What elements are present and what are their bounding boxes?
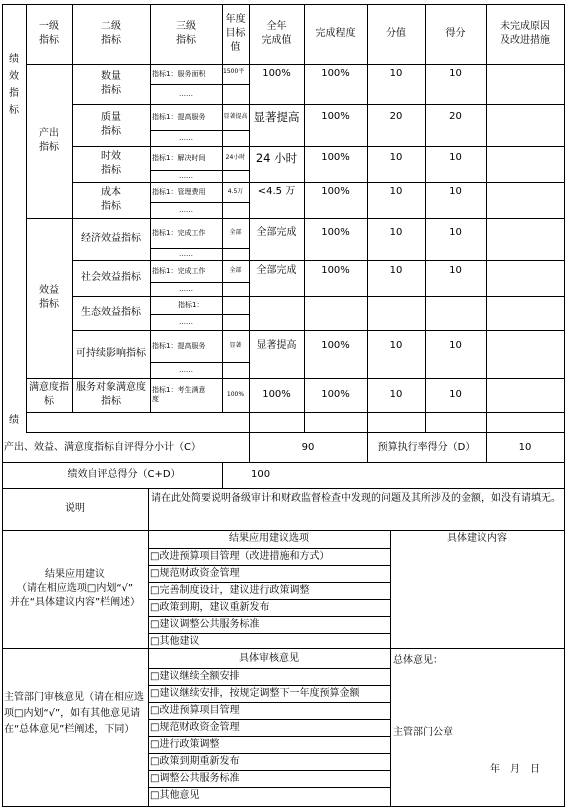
indicator-quality-more: …… [179, 133, 193, 142]
target-quality: 显著提高 [223, 113, 248, 120]
target-cost: 4.5万 [227, 188, 244, 195]
checkbox-option[interactable]: □进行政策调整 [150, 738, 220, 750]
actual-quality: 显著提高 [253, 110, 300, 124]
note-text: 请在此处简要说明备级审计和财政监督检查中发现的问题及其所涉及的金额，如没有请填无。 [151, 493, 561, 504]
checkbox-option[interactable]: □政策到期，建议重新发布 [150, 601, 270, 613]
sub-economic: 经济效益指标 [81, 233, 141, 244]
grid-line [26, 432, 565, 433]
indicator-economic-more: …… [179, 249, 193, 258]
indicator-cost: 指标1：管理费用 [152, 187, 206, 196]
header-level3: 三级 指标 [176, 21, 196, 46]
rate-quality: 100% [321, 111, 350, 122]
checkbox-option[interactable]: □建议继续全额安排 [150, 670, 240, 682]
rate-social: 100% [321, 265, 350, 276]
actual-quantity: 100% [262, 68, 291, 79]
score-economic: 10 [389, 227, 403, 238]
rate-economic: 100% [321, 227, 350, 238]
subtotal-value: 90 [301, 442, 315, 453]
audit-overall-label: 总体意见： [393, 655, 443, 666]
sub-quality: 质量 指标 [101, 112, 121, 137]
total-value: 100 [251, 469, 271, 480]
sub-quantity: 数量 指标 [101, 71, 121, 96]
actual-timeliness: 24 小时 [255, 151, 298, 165]
grid-line [26, 412, 565, 413]
score-sustainable: 10 [389, 340, 403, 351]
checkbox-option[interactable]: □完善制度设计，建议进行政策调整 [150, 584, 310, 596]
budget-label: 预算执行率得分（D） [377, 442, 476, 453]
indicator-quantity: 指标1：服务面积 [152, 69, 206, 78]
grid-line [564, 4, 565, 807]
indicator-ecological-more: …… [179, 317, 193, 326]
target-timeliness: 24小时 [225, 154, 246, 161]
budget-value: 10 [518, 442, 532, 453]
actual-service: 100% [262, 389, 291, 400]
subtotal-label: 产出、效益、满意度指标自评得分小计（C） [4, 442, 201, 453]
sub-sustainable: 可持续影响指标 [76, 348, 146, 359]
checkbox-option[interactable]: □政策到期重新发布 [150, 755, 240, 767]
actual-cost: <4.5 万 [257, 186, 296, 197]
score-quantity: 10 [389, 68, 403, 79]
got-economic: 10 [449, 227, 462, 238]
target-sustainable: 显著 [229, 342, 242, 349]
indicator-quality: 指标1：提高服务 [152, 112, 206, 121]
score-cost: 10 [389, 186, 403, 197]
got-service: 10 [449, 389, 462, 400]
target-social: 全部 [229, 267, 242, 274]
total-label: 绩效自评总得分（C+D） [67, 469, 181, 480]
got-quantity: 10 [449, 68, 462, 79]
audit-date: 年 月 日 [490, 764, 540, 775]
audit-header: 具体审核意见 [239, 653, 299, 664]
grid-line [390, 530, 391, 807]
indicator-social: 指标1：完成工作 [152, 266, 206, 275]
target-service: 100% [226, 391, 245, 398]
got-sustainable: 10 [449, 340, 462, 351]
header-score: 分值 [386, 28, 406, 39]
actual-social: 全部完成 [256, 265, 297, 276]
score-timeliness: 10 [389, 152, 403, 163]
indicator-sustainable: 指标1：提高服务 [152, 341, 206, 350]
sub-social: 社会效益指标 [81, 272, 141, 283]
score-quality: 20 [389, 111, 403, 122]
target-quantity: 1500平 [223, 68, 245, 75]
indicator-cost-more: …… [179, 205, 193, 214]
rate-sustainable: 100% [321, 340, 350, 351]
got-timeliness: 10 [449, 152, 462, 163]
audit-seal: 主管部门公章 [393, 727, 453, 738]
checkbox-option[interactable]: □建议继续安排，按规定调整下一年度预算金额 [150, 687, 360, 699]
sub-timeliness: 时效 指标 [101, 151, 121, 176]
category-satisfaction: 满意度指 标 [29, 382, 69, 407]
sub-ecological: 生态效益指标 [81, 307, 141, 318]
results-content-header: 具体建议内容 [447, 533, 507, 544]
note-label: 说明 [65, 503, 85, 514]
indicator-sustainable-more: …… [179, 365, 193, 374]
side-label-bottom: 绩 [9, 415, 19, 426]
indicator-ecological: 指标1： [178, 300, 204, 309]
header-actual: 全年 完成值 [261, 21, 292, 46]
indicator-social-more: …… [179, 284, 193, 293]
indicator-timeliness: 指标1：解决时间 [152, 153, 206, 162]
header-target: 年度 目标 值 [225, 14, 246, 53]
got-quality: 20 [449, 111, 462, 122]
score-service: 10 [389, 389, 403, 400]
checkbox-option[interactable]: □其他建议 [150, 635, 200, 647]
category-benefit: 效益 指标 [39, 285, 59, 310]
indicator-economic: 指标1：完成工作 [152, 228, 206, 237]
got-social: 10 [449, 265, 462, 276]
indicator-quantity-more: …… [179, 89, 193, 98]
score-social: 10 [389, 265, 403, 276]
checkbox-option[interactable]: □规范财政资金管理 [150, 567, 240, 579]
checkbox-option[interactable]: □其他意见 [150, 789, 200, 801]
header-completion: 完成程度 [315, 28, 356, 39]
got-cost: 10 [449, 186, 462, 197]
rate-quantity: 100% [321, 68, 350, 79]
sub-service-satisfaction: 服务对象满意度 指标 [76, 382, 146, 407]
grid-line [486, 4, 487, 463]
checkbox-option[interactable]: □改进预算项目管理（改进措施和方式） [150, 550, 330, 562]
audit-label: 主管部门审核意见（请在相应选项□内划“√”，如有其他意见请在“总体意见”栏阐述，下同） [4, 692, 144, 735]
header-reason: 未完成原因 及改进措施 [500, 21, 550, 46]
results-label: 结果应用建议 （请在相应选项□内划“√” 并在“具体建议内容”栏阐述） [9, 569, 141, 608]
header-level1: 一级 指标 [39, 21, 59, 46]
header-level2: 二级 指标 [101, 21, 121, 46]
actual-economic: 全部完成 [256, 227, 297, 238]
rate-timeliness: 100% [321, 152, 350, 163]
results-options-header: 结果应用建议选项 [229, 533, 309, 544]
actual-sustainable: 显著提高 [256, 340, 297, 351]
checkbox-option[interactable]: □建议调整公共服务标准 [150, 618, 260, 630]
rate-cost: 100% [321, 186, 350, 197]
checkbox-option[interactable]: □调整公共服务标准 [150, 772, 240, 784]
grid-line [222, 462, 223, 489]
target-economic: 全部 [229, 229, 242, 236]
category-output: 产出 指标 [39, 128, 59, 153]
rate-service: 100% [321, 389, 350, 400]
indicator-service: 指标1：考生满意 度 [152, 386, 206, 403]
header-got: 得分 [445, 28, 466, 39]
checkbox-option[interactable]: □改进预算项目管理 [150, 704, 240, 716]
sub-cost: 成本 指标 [101, 187, 121, 212]
indicator-timeliness-more: …… [179, 171, 193, 180]
side-label: 绩 效 指 标 [9, 54, 19, 116]
checkbox-option[interactable]: □规范财政资金管理 [150, 721, 240, 733]
